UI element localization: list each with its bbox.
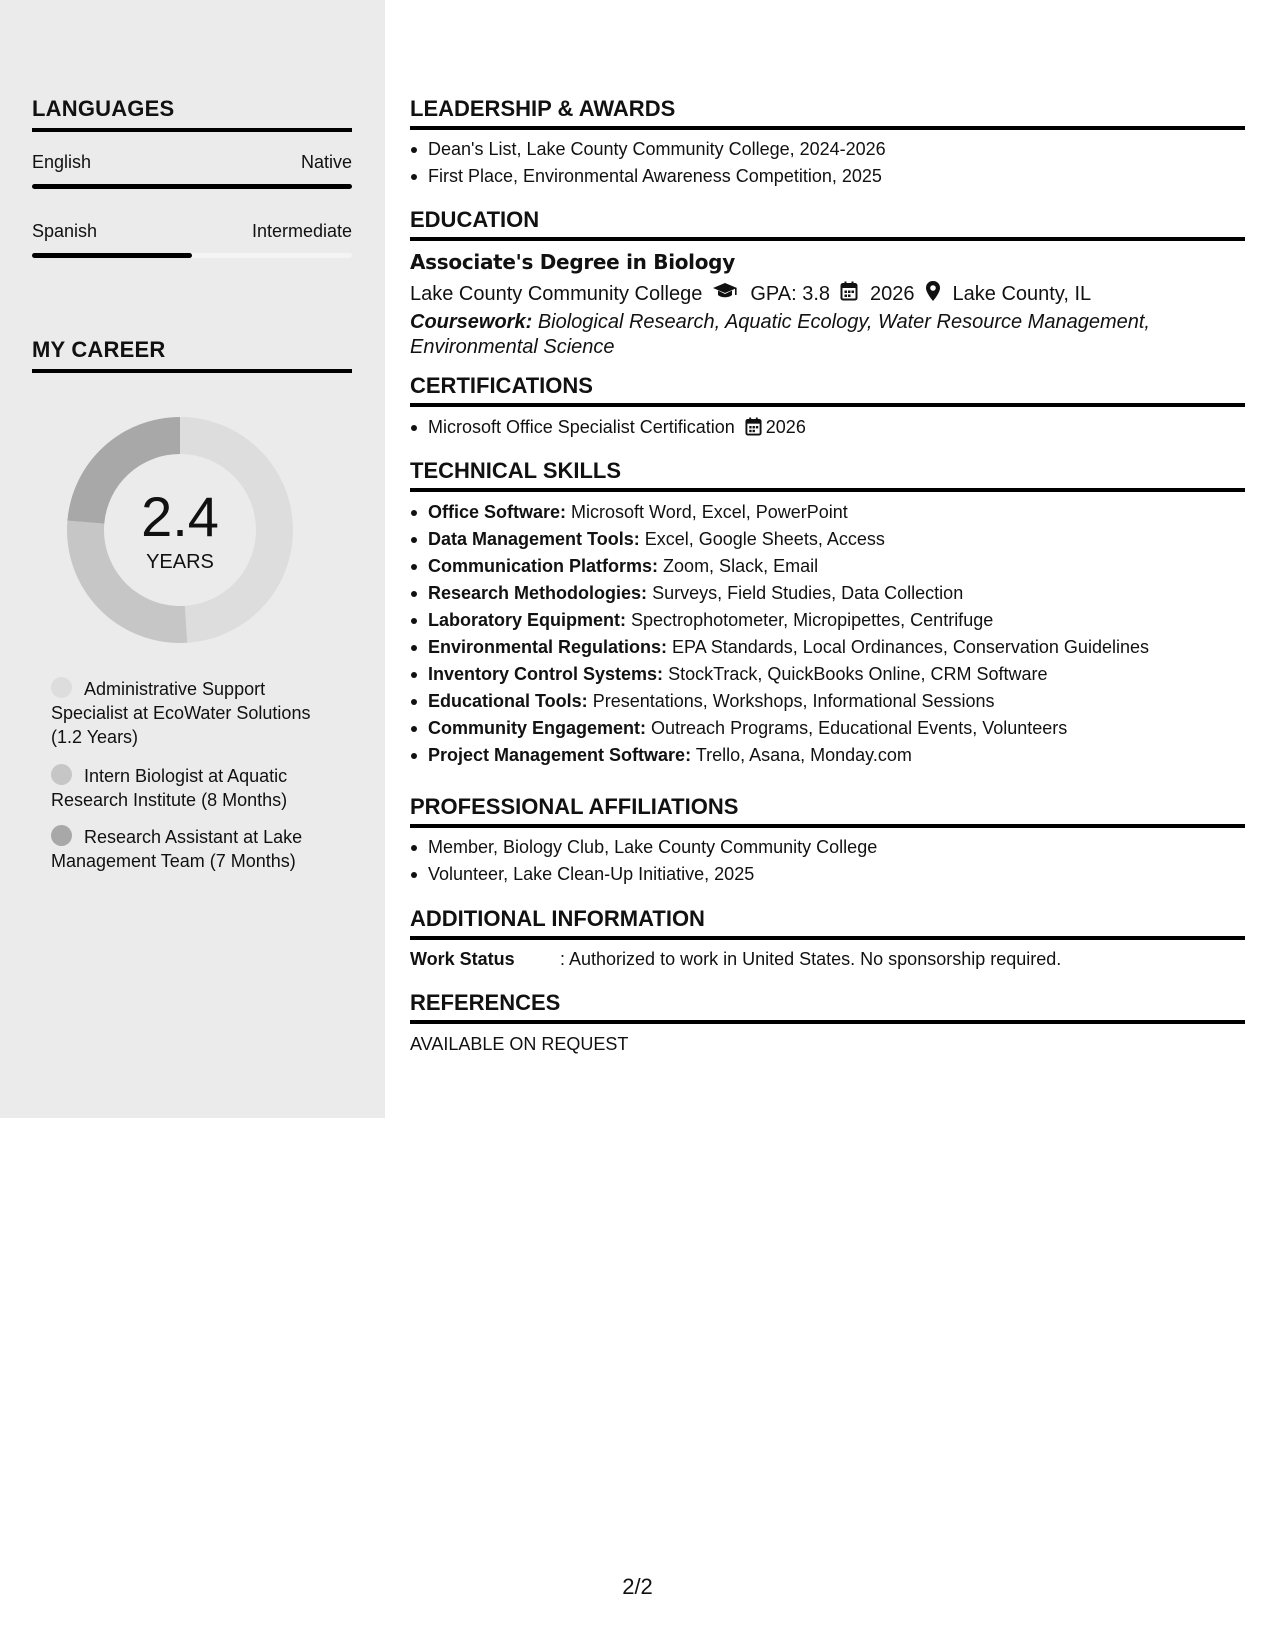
career-legend-item: [51, 677, 341, 749]
calendar-icon: [745, 417, 762, 444]
skill-label: Communication Platforms:: [428, 556, 659, 576]
skill-value: Trello, Asana, Monday.com: [695, 745, 912, 765]
skill-value: StockTrack, QuickBooks Online, CRM Software: [668, 664, 1048, 684]
language-bar-english: [32, 184, 352, 189]
skill-label: Community Engagement:: [428, 718, 647, 738]
references-heading: REFERENCES: [410, 990, 1245, 1024]
language-level: Native: [300, 152, 352, 172]
list-item: Member, Biology Club, Lake County Community College: [410, 834, 1245, 861]
school-location: Lake County, IL: [952, 282, 1092, 305]
career-total-value: 2.4: [141, 485, 219, 548]
list-item: [410, 688, 1245, 715]
skill-label: Research Methodologies:: [428, 583, 648, 603]
skill-label: Educational Tools:: [428, 691, 588, 711]
legend-dot: [51, 764, 72, 785]
skill-label: Laboratory Equipment:: [428, 610, 627, 630]
coursework: [410, 310, 1240, 360]
list-item: [410, 580, 1245, 607]
calendar-icon: [840, 281, 858, 307]
skill-value: Outreach Programs, Educational Events, Volunteers: [651, 718, 1068, 738]
legend-dot: [51, 677, 72, 698]
skills-heading: TECHNICAL SKILLS: [410, 458, 1245, 492]
career-legend-item: [51, 764, 341, 812]
work-status-value: : Authorized to work in United States. No sponsorship required.: [560, 949, 1062, 969]
language-bar-fill: [32, 184, 352, 189]
list-item: First Place, Environmental Awareness Competition, 2025: [410, 163, 1245, 190]
skill-value: Surveys, Field Studies, Data Collection: [652, 583, 964, 603]
list-item: [410, 526, 1245, 553]
gpa: GPA: 3.8: [750, 282, 831, 305]
education-details: [410, 280, 1091, 308]
career-legend-item: [51, 825, 341, 873]
references-text: AVAILABLE ON REQUEST: [410, 1034, 629, 1054]
leadership-heading: LEADERSHIP & AWARDS: [410, 96, 1245, 130]
skill-label: Data Management Tools:: [428, 529, 640, 549]
affiliations-heading: PROFESSIONAL AFFILIATIONS: [410, 794, 1245, 828]
location-pin-icon: [925, 280, 941, 308]
leadership-list: [410, 136, 1245, 190]
list-item: [410, 661, 1245, 688]
legend-label: Intern Biologist at Aquatic Research Institute (8 Months): [51, 766, 288, 810]
skill-value: EPA Standards, Local Ordinances, Conservation Guidelines: [672, 637, 1149, 657]
legend-dot: [51, 825, 72, 846]
language-row-english: [32, 152, 352, 173]
list-item: [410, 715, 1245, 742]
coursework-list: Biological Research, Aquatic Ecology, Water Resource Management, Environmental Science: [410, 311, 1150, 358]
career-total-unit: YEARS: [146, 551, 214, 573]
skill-label: Project Management Software:: [428, 745, 692, 765]
skill-value: Presentations, Workshops, Informational Sessions: [592, 691, 995, 711]
page-number: 2/2: [622, 1574, 653, 1599]
certifications-list: [410, 414, 1245, 444]
legend-label: Research Assistant at Lake Management Team (7 Months): [51, 827, 303, 871]
list-item: [410, 499, 1245, 526]
language-name: English: [32, 152, 92, 172]
list-item: [410, 553, 1245, 580]
additional-info-heading: ADDITIONAL INFORMATION: [410, 906, 1245, 940]
sidebar: [0, 0, 385, 1118]
coursework-label: Coursework:: [410, 311, 533, 333]
certification-year: 2026: [765, 417, 806, 437]
list-item: Volunteer, Lake Clean-Up Initiative, 2025: [410, 861, 1245, 888]
work-status-row: [410, 949, 1061, 970]
language-row-spanish: [32, 221, 352, 242]
degree-title: Associate's Degree in Biology: [410, 250, 735, 274]
list-item: [410, 742, 1245, 769]
skill-value: Microsoft Word, Excel, PowerPoint: [571, 502, 848, 522]
list-item: Dean's List, Lake County Community College, 2024-2026: [410, 136, 1245, 163]
legend-label: Administrative Support Specialist at EcoWater Solutions (1.2 Years): [51, 679, 311, 747]
career-heading: MY CAREER: [32, 337, 352, 373]
languages-heading: LANGUAGES: [32, 96, 352, 132]
list-item: [410, 607, 1245, 634]
skill-value: Excel, Google Sheets, Access: [644, 529, 885, 549]
skill-label: Environmental Regulations:: [428, 637, 668, 657]
certifications-heading: CERTIFICATIONS: [410, 373, 1245, 407]
language-bar-fill: [32, 253, 192, 258]
skill-value: Spectrophotometer, Micropipettes, Centrifuge: [631, 610, 994, 630]
work-status-key: Work Status: [410, 949, 515, 969]
language-level: Intermediate: [251, 221, 352, 241]
skill-label: Inventory Control Systems:: [428, 664, 664, 684]
school-name: Lake County Community College: [410, 282, 703, 305]
list-item: [410, 634, 1245, 661]
skill-value: Zoom, Slack, Email: [663, 556, 819, 576]
certification-name: Microsoft Office Specialist Certification: [428, 417, 735, 437]
skills-list: [410, 499, 1245, 769]
language-name: Spanish: [32, 221, 98, 241]
education-heading: EDUCATION: [410, 207, 1245, 241]
skill-label: Office Software:: [428, 502, 567, 522]
graduation-cap-icon: [712, 281, 738, 307]
list-item: [410, 414, 1245, 444]
affiliations-list: [410, 834, 1245, 888]
graduation-year: 2026: [870, 282, 915, 305]
language-bar-spanish: [32, 253, 352, 258]
